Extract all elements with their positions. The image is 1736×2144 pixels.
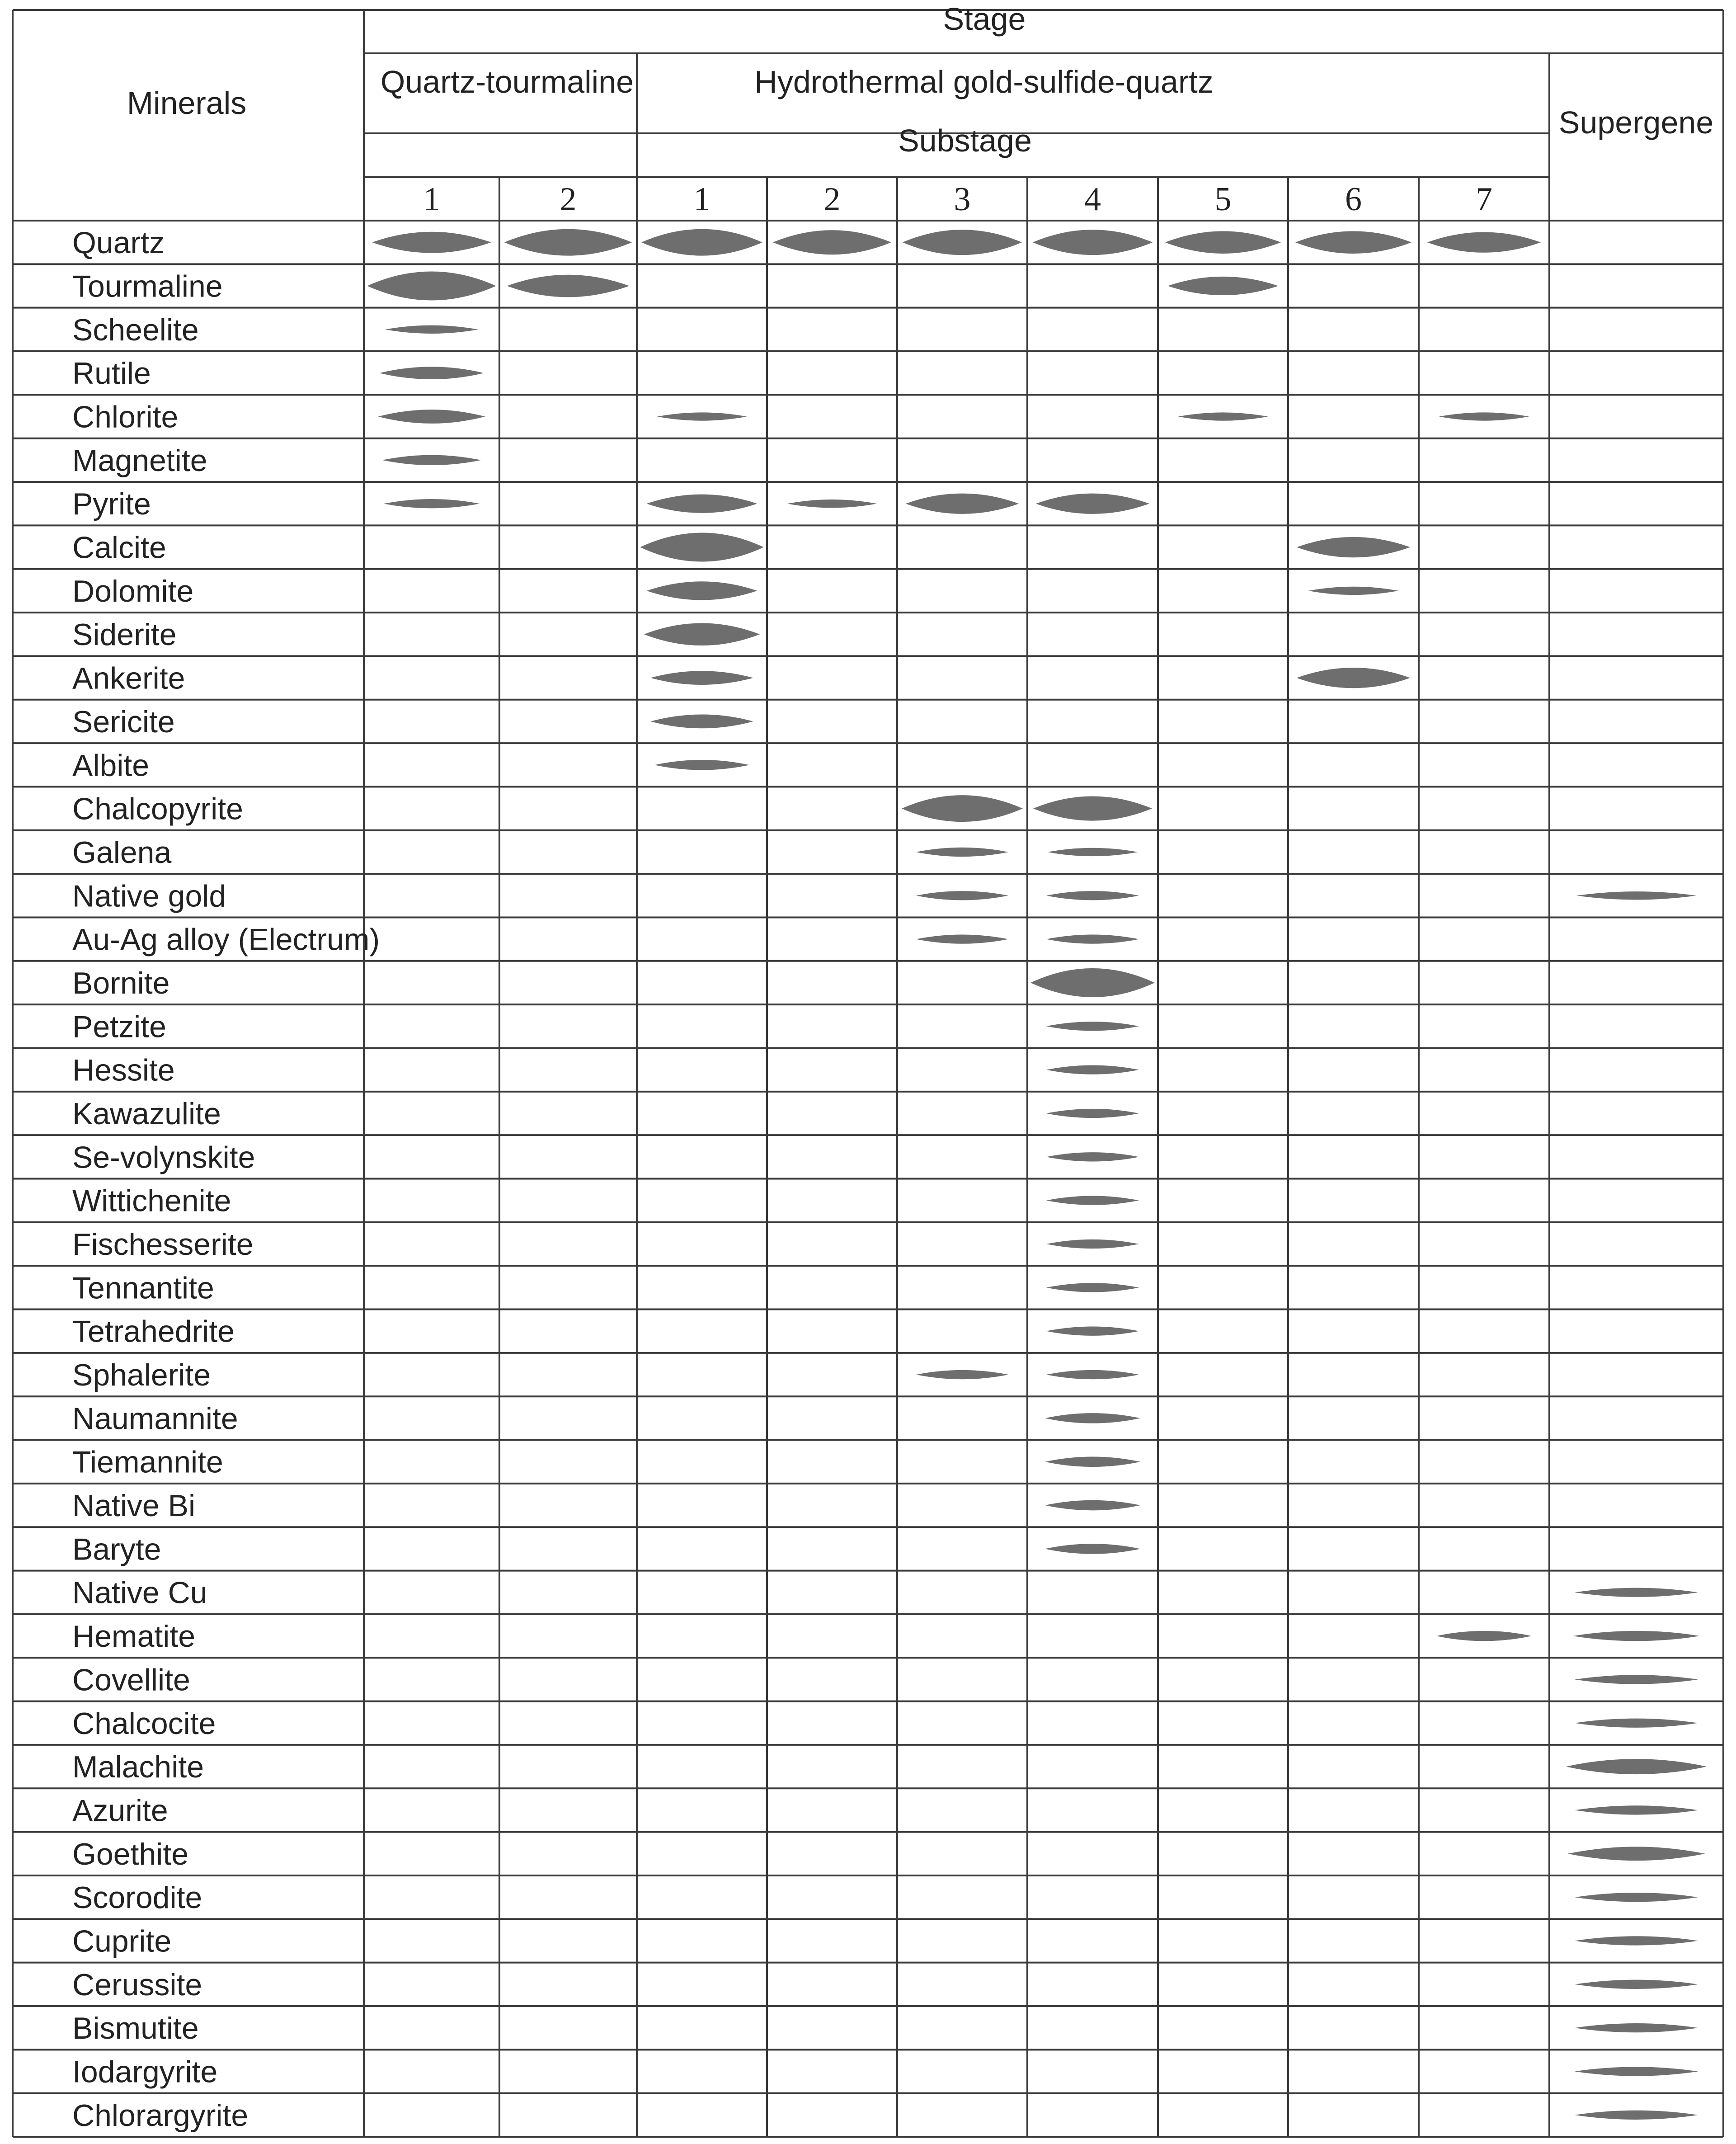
mineral-name: Native Cu: [72, 1575, 207, 1610]
substage-number: 1: [693, 181, 710, 218]
mineral-name: Iodargyrite: [72, 2054, 218, 2089]
mineral-name: Native gold: [72, 879, 226, 914]
mineral-name: Scorodite: [72, 1880, 202, 1915]
mineral-name: Bornite: [72, 966, 170, 1000]
mineral-name: Magnetite: [72, 443, 207, 478]
mineral-name: Baryte: [72, 1532, 161, 1567]
mineral-name: Chlorargyrite: [72, 2098, 249, 2133]
substage-number: 6: [1345, 181, 1362, 218]
mineral-name: Fischesserite: [72, 1227, 254, 1262]
mineral-name: Covellite: [72, 1663, 190, 1697]
mineral-name: Calcite: [72, 530, 166, 565]
mineral-name: Tennantite: [72, 1271, 214, 1305]
mineral-name: Wittichenite: [72, 1183, 231, 1218]
mineral-name: Cuprite: [72, 1924, 172, 1959]
mineral-name: Naumannite: [72, 1401, 238, 1436]
mineral-name: Ankerite: [72, 661, 185, 696]
stage-header: Stage: [943, 1, 1026, 37]
mineral-name: Azurite: [72, 1793, 168, 1828]
substage-number: 5: [1214, 181, 1232, 218]
mineral-name: Cerussite: [72, 1967, 202, 2002]
stage-hydrothermal: Hydrothermal gold-sulfide-quartz: [754, 64, 1214, 99]
substage-number: 2: [823, 181, 841, 218]
stage-supergene: Supergene: [1558, 105, 1714, 140]
mineral-name: Goethite: [72, 1837, 189, 1871]
mineral-name: Au-Ag alloy (Electrum): [72, 922, 380, 957]
substage-number: 3: [954, 181, 971, 218]
mineral-name: Siderite: [72, 617, 177, 652]
mineral-name: Hematite: [72, 1619, 196, 1654]
mineral-name: Sericite: [72, 704, 175, 739]
mineral-name: Tetrahedrite: [72, 1314, 235, 1349]
mineral-name: Tourmaline: [72, 269, 223, 304]
minerals-header: Minerals: [127, 85, 247, 121]
mineral-name: Chalcocite: [72, 1706, 216, 1741]
mineral-name: Native Bi: [72, 1489, 196, 1523]
mineral-name: Rutile: [72, 356, 151, 391]
mineral-name: Hessite: [72, 1053, 175, 1088]
mineral-name: Bismutite: [72, 2011, 199, 2046]
mineral-name: Malachite: [72, 1750, 204, 1785]
mineral-name: Dolomite: [72, 574, 194, 608]
mineral-name: Petzite: [72, 1009, 166, 1044]
substage-number: 2: [560, 181, 577, 218]
mineral-name: Kawazulite: [72, 1096, 221, 1131]
substage-number: 7: [1476, 181, 1492, 218]
mineral-name: Scheelite: [72, 312, 199, 347]
mineral-name: Sphalerite: [72, 1358, 211, 1393]
mineral-name: Se-volynskite: [72, 1140, 255, 1175]
mineral-name: Chalcopyrite: [72, 792, 243, 826]
mineral-name: Quartz: [72, 226, 165, 260]
mineral-name: Tiemannite: [72, 1445, 223, 1480]
mineral-name: Pyrite: [72, 487, 151, 522]
mineral-name: Chlorite: [72, 400, 179, 434]
substage-number: 4: [1084, 181, 1101, 218]
substage-number: 1: [423, 181, 440, 218]
mineral-name: Galena: [72, 835, 172, 870]
substage-header: Substage: [898, 123, 1032, 158]
stage-quartz-tourmaline: Quartz-tourmaline: [380, 64, 634, 99]
mineral-name: Albite: [72, 748, 150, 783]
